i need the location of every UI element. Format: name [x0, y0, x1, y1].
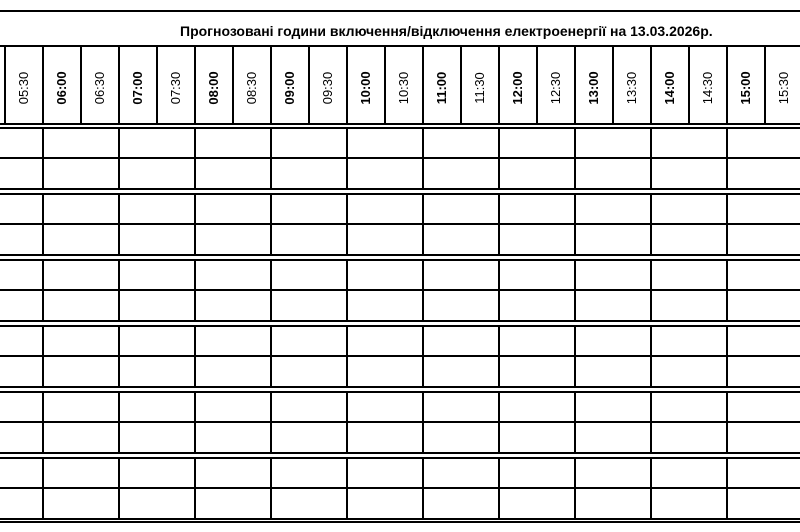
- hour-column-divider: [574, 391, 576, 453]
- hour-column-divider: [726, 325, 728, 387]
- header-column-divider: [384, 47, 386, 123]
- hour-column-divider: [346, 391, 348, 453]
- header-column-divider: [270, 47, 272, 123]
- row-divider: [0, 355, 800, 357]
- hour-column-divider: [270, 391, 272, 453]
- hour-column-divider: [270, 193, 272, 255]
- hour-column-divider: [726, 457, 728, 519]
- hour-column-divider: [498, 193, 500, 255]
- hour-column-divider: [574, 259, 576, 321]
- header-column-divider: [422, 47, 424, 123]
- header-column-divider: [346, 47, 348, 123]
- header-column-divider: [118, 47, 120, 123]
- table-top-border: [0, 10, 800, 12]
- table-row: [0, 457, 800, 488]
- group-top-border: [0, 457, 800, 459]
- header-column-divider: [726, 47, 728, 123]
- header-column-divider: [612, 47, 614, 123]
- time-slot-text: 11:00: [434, 71, 449, 105]
- hour-column-divider: [42, 391, 44, 453]
- row-divider: [0, 223, 800, 225]
- time-slot-text: 14:30: [700, 71, 715, 105]
- row-divider: [0, 386, 800, 388]
- row-divider: [0, 254, 800, 256]
- table-row: [0, 127, 800, 158]
- hour-column-divider: [498, 391, 500, 453]
- table-row: [0, 193, 800, 224]
- time-slot-text: 15:00: [738, 71, 753, 105]
- hour-column-divider: [194, 259, 196, 321]
- group-top-border: [0, 127, 800, 129]
- hour-column-divider: [726, 259, 728, 321]
- header-column-divider: [308, 47, 310, 123]
- hour-column-divider: [42, 127, 44, 189]
- header-column-divider: [574, 47, 576, 123]
- header-column-divider: [536, 47, 538, 123]
- hour-column-divider: [650, 259, 652, 321]
- header-column-divider: [460, 47, 462, 123]
- hour-column-divider: [726, 193, 728, 255]
- header-column-divider: [764, 47, 766, 123]
- row-divider: [0, 452, 800, 454]
- row-divider: [0, 157, 800, 159]
- time-slot-text: 13:30: [624, 71, 639, 105]
- time-slot-text: 14:00: [662, 71, 677, 105]
- header-column-divider: [232, 47, 234, 123]
- group-top-border: [0, 193, 800, 195]
- header-column-divider: [650, 47, 652, 123]
- header-column-divider: [42, 47, 44, 123]
- hour-column-divider: [270, 259, 272, 321]
- schedule-title: Прогнозовані години включення/відключення електроенергії на 13.03.2026р.: [180, 23, 713, 39]
- row-divider: [0, 487, 800, 489]
- hour-column-divider: [194, 193, 196, 255]
- row-divider: [0, 289, 800, 291]
- hour-column-divider: [422, 259, 424, 321]
- hour-column-divider: [650, 391, 652, 453]
- table-row: [0, 224, 800, 255]
- hour-column-divider: [118, 193, 120, 255]
- row-divider: [0, 421, 800, 423]
- time-slot-text: 13:00: [586, 71, 601, 105]
- hour-column-divider: [650, 193, 652, 255]
- hour-column-divider: [42, 259, 44, 321]
- time-slot-text: 10:00: [358, 71, 373, 105]
- hour-column-divider: [42, 325, 44, 387]
- hour-column-divider: [574, 457, 576, 519]
- hour-column-divider: [346, 127, 348, 189]
- time-slot-text: 09:00: [282, 71, 297, 105]
- table-row: [0, 488, 800, 519]
- hour-column-divider: [346, 193, 348, 255]
- header-bottom-border: [0, 123, 800, 125]
- group-top-border: [0, 259, 800, 261]
- time-slot-text: 07:30: [168, 71, 183, 105]
- table-row: [0, 356, 800, 387]
- hour-column-divider: [194, 127, 196, 189]
- table-row: [0, 259, 800, 290]
- time-slot-text: 10:30: [396, 71, 411, 105]
- hour-column-divider: [270, 457, 272, 519]
- hour-column-divider: [650, 127, 652, 189]
- hour-column-divider: [650, 457, 652, 519]
- hour-column-divider: [498, 259, 500, 321]
- hour-column-divider: [118, 325, 120, 387]
- hour-column-divider: [346, 325, 348, 387]
- table-row: [0, 422, 800, 453]
- hour-column-divider: [346, 457, 348, 519]
- table-row: [0, 391, 800, 422]
- hour-column-divider: [726, 127, 728, 189]
- time-slot-text: 06:00: [54, 71, 69, 105]
- time-slot-text: 11:30: [472, 72, 487, 104]
- group-top-border: [0, 391, 800, 393]
- header-column-divider: [4, 47, 6, 123]
- hour-column-divider: [574, 127, 576, 189]
- hour-column-divider: [194, 391, 196, 453]
- hour-column-divider: [726, 391, 728, 453]
- hour-column-divider: [574, 325, 576, 387]
- hour-column-divider: [498, 325, 500, 387]
- hour-column-divider: [270, 325, 272, 387]
- hour-column-divider: [422, 391, 424, 453]
- row-divider: [0, 518, 800, 520]
- hour-column-divider: [574, 193, 576, 255]
- hour-column-divider: [42, 457, 44, 519]
- title-row-bottom-border: [0, 45, 800, 47]
- row-divider: [0, 320, 800, 322]
- time-slot-text: 09:30: [320, 71, 335, 105]
- time-slot-text: 05:30: [16, 71, 31, 105]
- table-row: [0, 290, 800, 321]
- time-slot-text: 08:00: [206, 71, 221, 105]
- table-bottom-border: [0, 521, 800, 523]
- header-column-divider: [688, 47, 690, 123]
- header-column-divider: [80, 47, 82, 123]
- hour-column-divider: [118, 127, 120, 189]
- hour-column-divider: [422, 193, 424, 255]
- hour-column-divider: [346, 259, 348, 321]
- hour-column-divider: [194, 457, 196, 519]
- time-slot-text: 12:00: [510, 71, 525, 105]
- hour-column-divider: [422, 325, 424, 387]
- hour-column-divider: [270, 127, 272, 189]
- header-column-divider: [498, 47, 500, 123]
- hour-column-divider: [422, 127, 424, 189]
- time-slot-text: 06:30: [92, 71, 107, 105]
- hour-column-divider: [422, 457, 424, 519]
- hour-column-divider: [118, 391, 120, 453]
- hour-column-divider: [118, 259, 120, 321]
- time-slot-text: 15:30: [776, 71, 791, 105]
- row-divider: [0, 188, 800, 190]
- hour-column-divider: [118, 457, 120, 519]
- table-row: [0, 325, 800, 356]
- header-column-divider: [156, 47, 158, 123]
- time-slot-text: 12:30: [548, 71, 563, 105]
- time-slot-text: 07:00: [130, 71, 145, 105]
- header-column-divider: [194, 47, 196, 123]
- hour-column-divider: [194, 325, 196, 387]
- table-row: [0, 158, 800, 189]
- hour-column-divider: [498, 457, 500, 519]
- group-top-border: [0, 325, 800, 327]
- time-slot-text: 08:30: [244, 71, 259, 105]
- hour-column-divider: [42, 193, 44, 255]
- hour-column-divider: [498, 127, 500, 189]
- hour-column-divider: [650, 325, 652, 387]
